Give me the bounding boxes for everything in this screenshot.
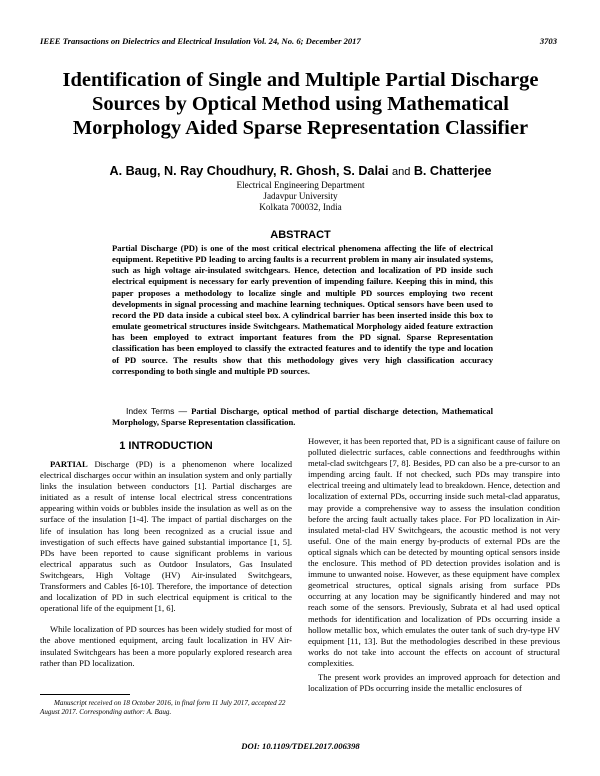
footnote: Manuscript received on 18 October 2016, in final form 11 July 2017, accepted 22 August 2017. Corresponding author: A. Baug. <box>40 699 286 716</box>
affiliation-dept: Electrical Engineering Department <box>236 180 365 190</box>
affiliation <box>40 180 561 213</box>
authors-last: B. Chatterjee <box>413 164 492 178</box>
paper-title: Identification of Single and Multiple Partial Discharge Sources by Optical Method using Mathematical Morphology Aided Sparse Representation Classifier <box>62 69 539 139</box>
footnote-divider <box>40 694 130 695</box>
page-number: 3703 <box>539 36 557 46</box>
affiliation-city: Kolkata 700032, India <box>259 202 342 212</box>
intro-paragraph-3: However, it has been reported that, PD is a significant cause of failure on polluted dielectric surfaces, cable connections and feedthroughs within metal-clad switchgears [7, 8]. Besides, PD can also be a pre-cursor to an impending arcing fault. If not checked, such PDs may transpire into electrical treeing and ultimately lead to breakdown. Hence, detection and localization of external PDs, occurring inside such metal-clad apparatus, may provide a comprehensive way to assess the insulation condition before the arcing fault actually takes place. For PD localization in Air-insulated metal-clad HV Switchgears, the acoustic method is not very useful. One of the main energy by-products of external PDs are the optical signals which can be detected by mounting optical sensors inside the enclosure. This method of PD detection provides isolation and is immune to unwanted noise. However, as these equipment have complex geometrical structures, optical signals arising from surface PDs occurring at any location may be significantly hindered and may not reach some of the sensors. Previously, Subrata et al had used optical methods for identification and localization of PDs occurring inside a hollow metallic box, which emulates the outer tank of such dry-type HV equipment [11, 13]. But the methodologies described in these previous works do not take into account the effects on account of structural complexities. <box>308 436 560 668</box>
left-column <box>40 459 292 669</box>
running-header <box>40 36 557 46</box>
abstract-text: Partial Discharge (PD) is one of the most critical electrical phenomena affecting the life of electrical equipment. Repetitive PD leading to arcing faults is a recurrent problem in many air insulated systems, such as high voltage air-insulated switchgears. Hence, detection and localization of PD inside such electrical equipment is necessary for early prevention of impending failure. Keeping this in mind, this paper proposes a methodology to localize single and multiple PD sources employing two recent developments in signal processing and machine learning techniques. Optical sensors have been used to record the PD data inside a cubical steel box. A cylindrical barrier has been inserted inside this box to emulate geometrical structures inside Switchgears. Mathematical Morphology aided feature extraction has been employed to extract important features from the PD signal. Sparse Representation classification has been employed to classify the extracted features and to identify the type and location of PD source. The results show that this methodology gives very high classification accuracy corresponding to both single and multiple PD sources. <box>112 243 493 376</box>
intro-p1-text: Discharge (PD) is a phenomenon where localized electrical discharges occur within an insulation system and only partially links the insulation between conductors [1]. Partial discharges are initiated as a result of intense local electrical stress concentrations appearing within voids or bubbles inside the insulation as well as on the surface of the insulation [1-4]. The impact of partial discharges on the life of insulation has long been recognized as a crucial issue and investigation of such effects have gained substantial importance [1, 5]. PDs have been reported to cause significant problems in various electrical apparatus such as Outdoor Insulators, Gas Insulated Switchgears, High Voltage (HV) Air-insulated Switchgears, Transformers and Cables [6-10]. Therefore, the importance of detection and localization of PD in such electrical equipment is critical to the operational life of the equipment [1, 6]. <box>40 459 292 614</box>
index-terms-label: Index Terms — <box>126 406 188 416</box>
intro-paragraph-4: The present work provides an improved approach for detection and localization of PDs occurring inside the metallic enclosures of <box>308 671 560 694</box>
right-column <box>308 436 560 694</box>
author-list <box>40 164 561 178</box>
index-terms-text: Partial Discharge, optical method of partial discharge detection, Mathematical Morphology, Sparse Representation classification. <box>112 406 493 428</box>
authors-and: and <box>391 166 411 178</box>
intro-paragraph-1 <box>40 459 292 614</box>
doi-footer: DOI: 10.1109/TDEI.2017.006398 <box>241 741 360 751</box>
authors-main: A. Baug, N. Ray Choudhury, R. Ghosh, S. Dalai <box>109 164 389 178</box>
index-terms <box>112 406 493 428</box>
intro-lead-word: PARTIAL <box>50 459 88 469</box>
journal-name: IEEE Transactions on Dielectrics and Electrical Insulation Vol. 24, No. 6; December 2017 <box>40 36 361 46</box>
abstract-heading: ABSTRACT <box>270 229 331 241</box>
affiliation-univ: Jadavpur University <box>263 191 338 201</box>
section-heading: 1 INTRODUCTION <box>119 440 213 452</box>
intro-paragraph-2: While localization of PD sources has been widely studied for most of the above mentioned equipment, arcing fault localization in HV Air-insulated Switchgears has been a more popularly explored research area rather than PD localization. <box>40 624 292 668</box>
